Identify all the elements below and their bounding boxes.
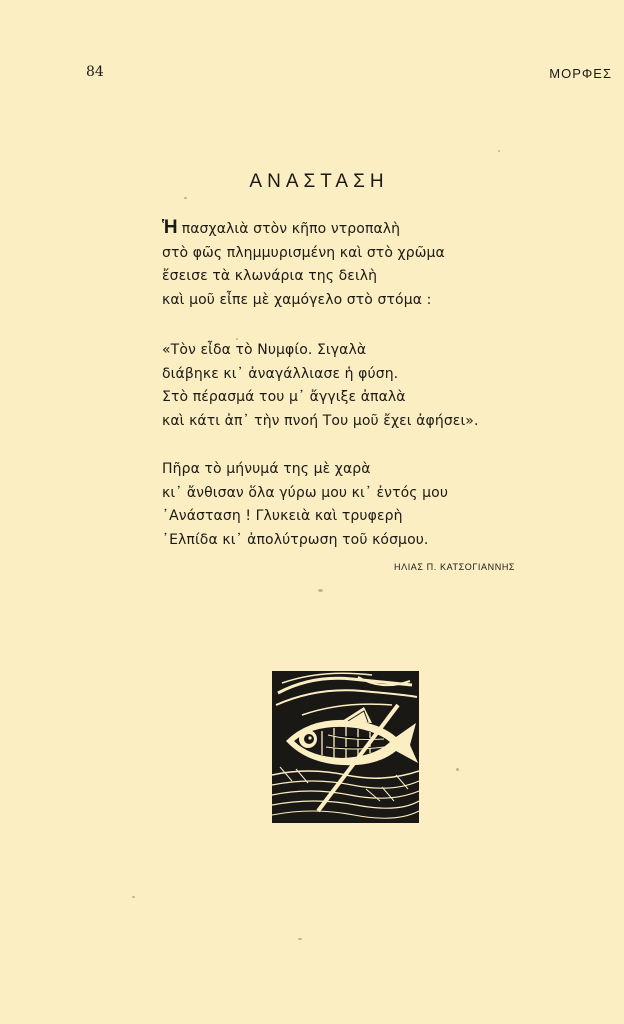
fish-woodcut-image xyxy=(272,671,419,823)
verse-line: Πῆρα τὸ μήνυμά της μὲ χαρὰ xyxy=(162,461,371,477)
verse-line: ᾽Ελπίδα κι᾽ ἀπολύτρωση τοῦ κόσμου. xyxy=(162,531,429,548)
verse-line: κι᾽ ἄνθισαν ὅλα γύρω μου κι᾽ ἐντός μου xyxy=(162,484,449,501)
poem-stanza-1 xyxy=(162,216,445,312)
poem-author: ΗΛΙΑΣ Π. ΚΑΤΣΟΓΙΑΝΝΗΣ xyxy=(394,562,516,572)
verse-text: πασχαλιὰ στὸν κῆπο ντροπαλὴ xyxy=(181,221,401,237)
drop-cap-letter: Ἡ xyxy=(162,217,178,238)
page-number: 84 xyxy=(86,64,104,80)
paper-speck xyxy=(498,150,500,152)
paper-speck xyxy=(184,197,187,199)
verse-line: διάβηκε κι᾽ ἀναγάλλιασε ἡ φύση. xyxy=(162,365,399,382)
poem-stanza-3 xyxy=(162,458,448,552)
verse-line: καὶ μοῦ εἶπε μὲ χαμόγελο στὸ στόμα : xyxy=(162,291,432,308)
verse-line: ᾽Ανάσταση ! Γλυκειὰ καὶ τρυφερὴ xyxy=(162,508,403,524)
paper-speck xyxy=(236,338,238,340)
poem-stanza-2 xyxy=(162,339,479,433)
journal-title: ΜΟΡΦΕΣ xyxy=(549,66,612,81)
verse-line: Στὸ πέρασμά του μ᾽ ἄγγιξε ἀπαλὰ xyxy=(162,389,406,405)
poem-title: ΑΝΑΣΤΑΣΗ xyxy=(249,171,389,192)
verse-line: «Τὸν εἶδα τὸ Νυμφίο. Σιγαλὰ xyxy=(162,342,367,358)
paper-speck xyxy=(132,896,135,898)
paper-speck xyxy=(456,768,459,771)
verse-line: καὶ κάτι ἀπ᾽ τὴν πνοή Του μοῦ ἔχει ἀφήσει». xyxy=(162,412,479,429)
verse-line xyxy=(162,216,445,242)
verse-line: στὸ φῶς πλημμυρισμένη καὶ στὸ χρῶμα xyxy=(162,244,445,261)
paper-speck xyxy=(298,938,302,940)
verse-line: ἔσεισε τὰ κλωνάρια της δειλὴ xyxy=(162,268,378,284)
paper-speck xyxy=(318,589,323,592)
